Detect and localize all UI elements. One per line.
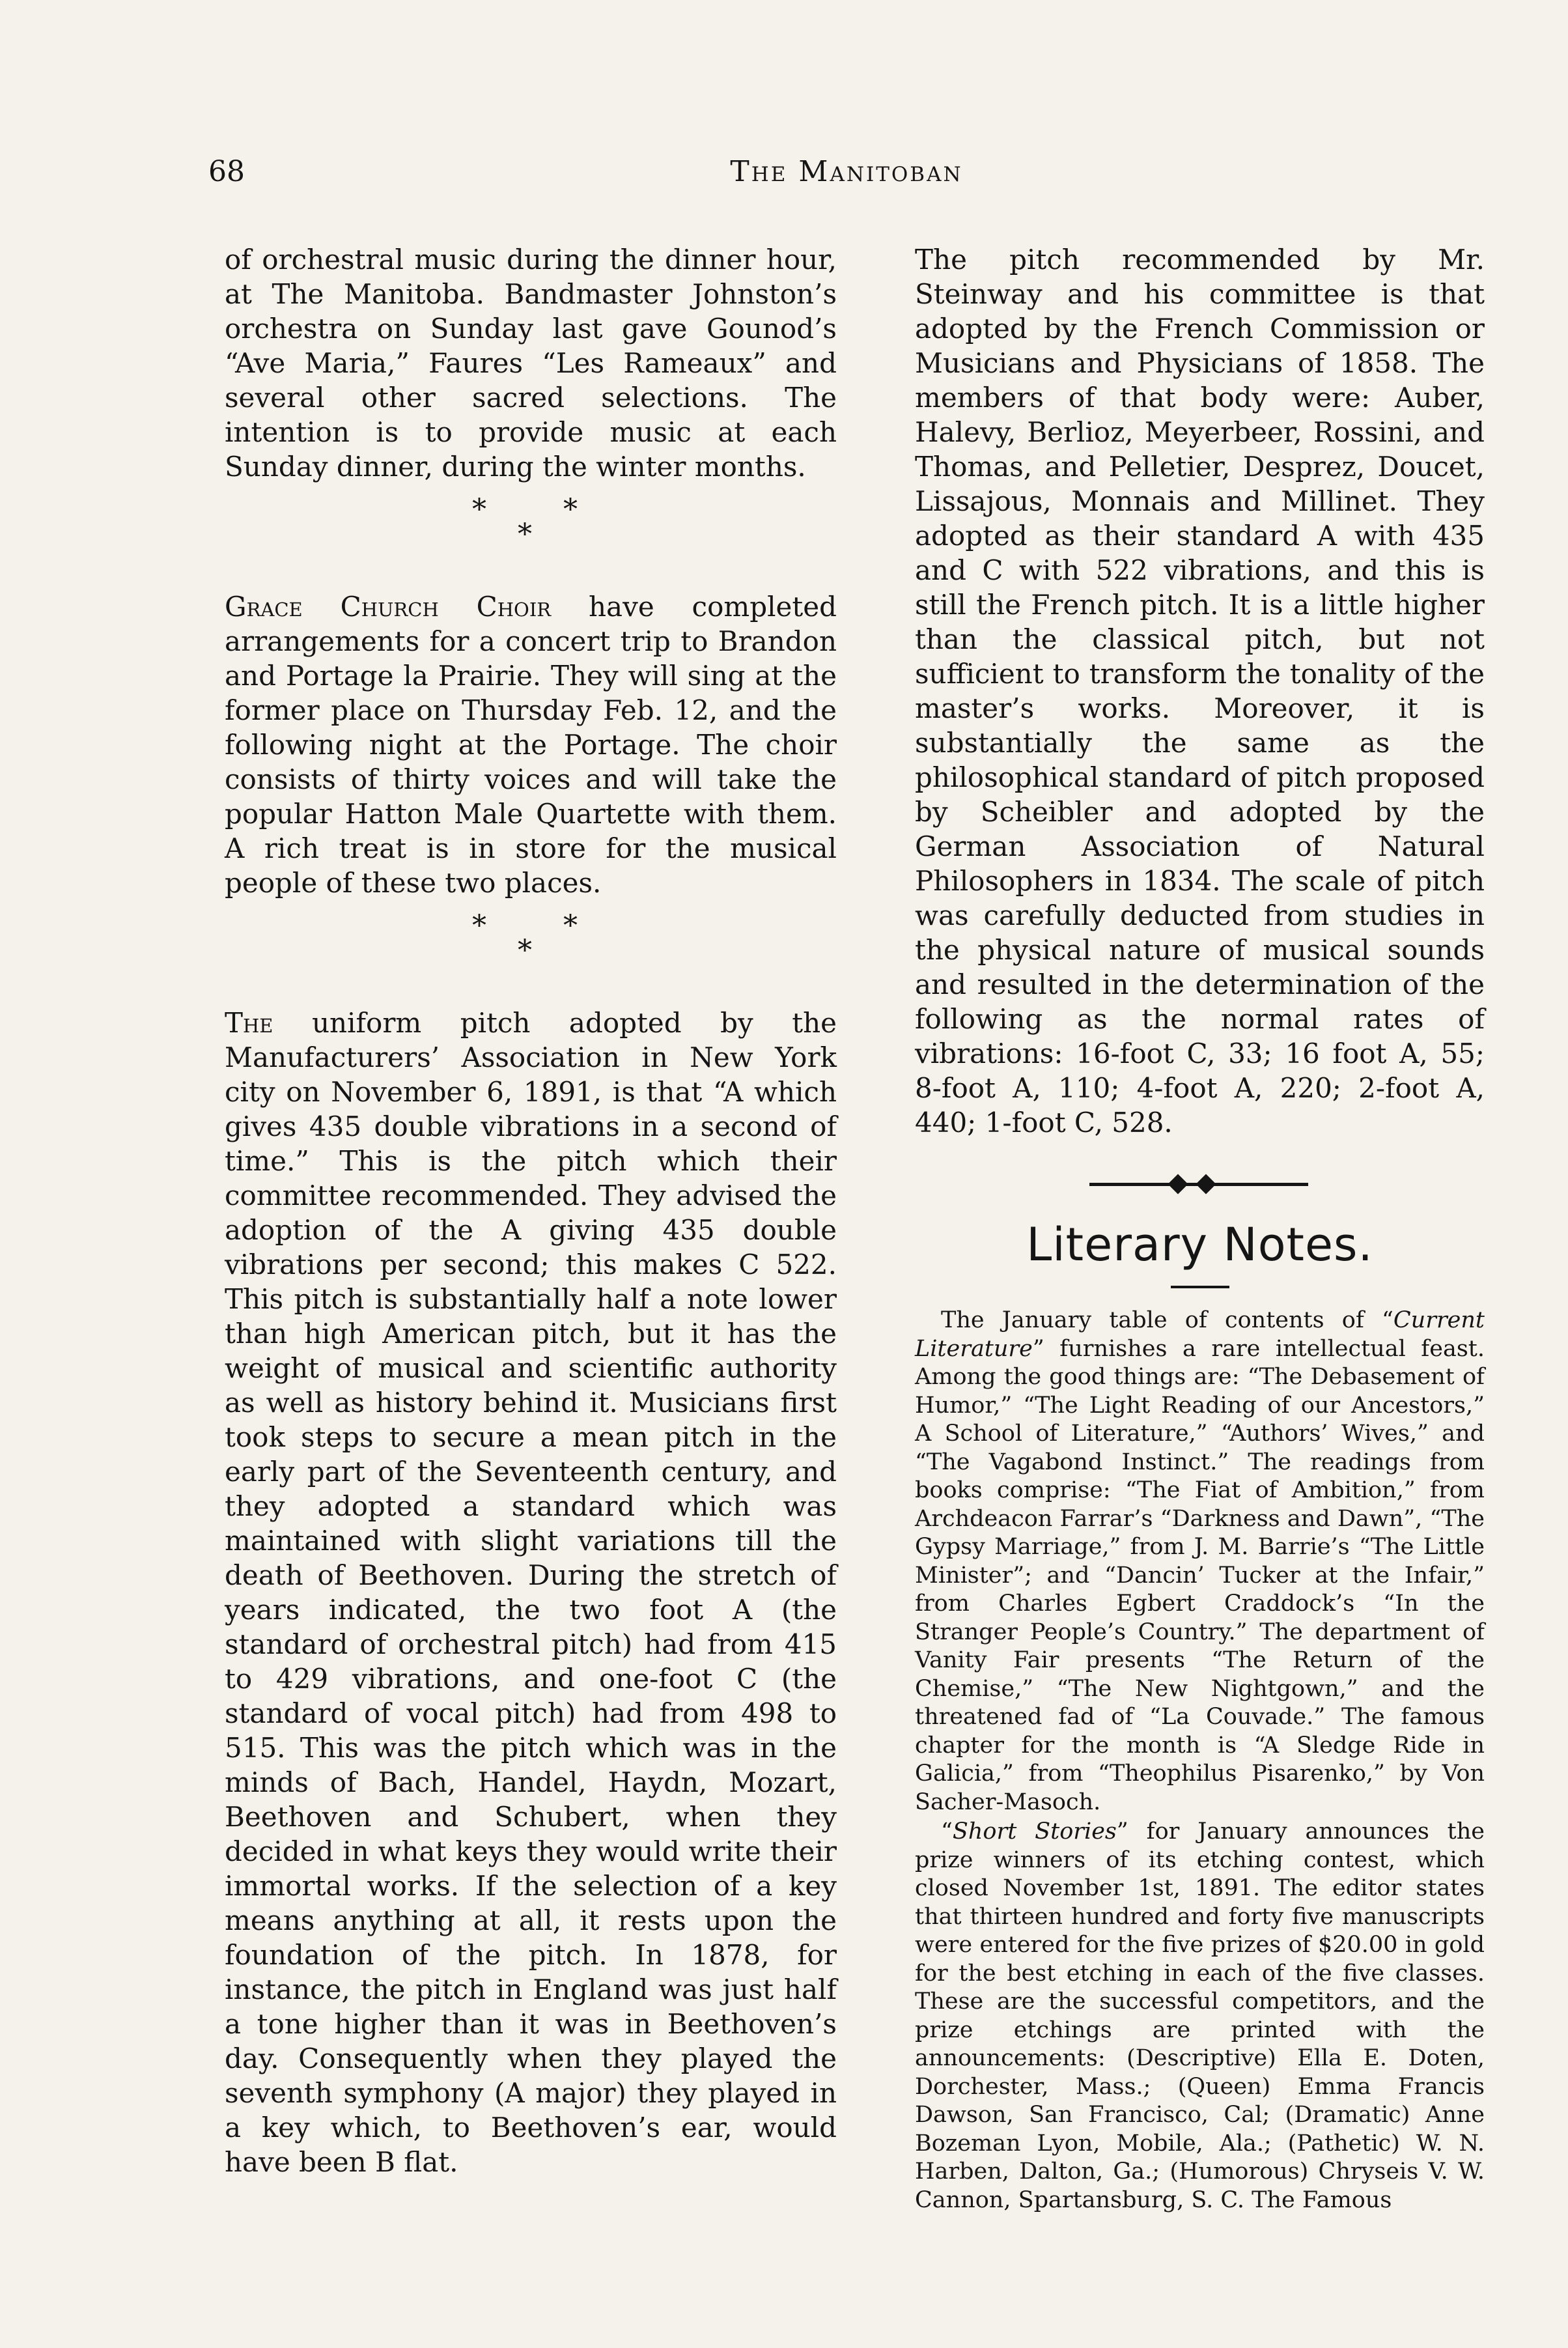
left-column bbox=[225, 242, 837, 2179]
paragraph-uniform-pitch bbox=[225, 1006, 837, 2179]
note-current-literature bbox=[915, 1307, 1485, 1817]
asterism-star: * bbox=[563, 493, 578, 526]
asterism-divider bbox=[225, 489, 837, 561]
right-column bbox=[915, 242, 1485, 2216]
paragraph-lead: Grace Church Choir bbox=[225, 591, 552, 623]
paragraph-lead: The bbox=[225, 1007, 273, 1039]
asterism-star: * bbox=[472, 909, 486, 942]
asterism-star: * bbox=[518, 934, 532, 967]
literary-notes bbox=[915, 1307, 1485, 2214]
asterism-divider bbox=[225, 905, 837, 977]
publication-title: Current Literature bbox=[915, 1307, 1485, 1362]
paragraph-grace-church-choir bbox=[225, 589, 837, 900]
ornamental-rule bbox=[915, 1159, 1485, 1208]
diamond-ornament-icon bbox=[1168, 1174, 1188, 1194]
paragraph-body: have completed arrangements for a concert trip to Brandon and Portage la Prairie. They will sing at the former place on Thursday Feb. 12, and the following night at the Portage. The choir consists of thirty voices and will take the popular Hatton Male Quartette with them. A rich treat is in store for the musical people of these two places. bbox=[225, 591, 837, 899]
asterism-star: * bbox=[518, 518, 532, 551]
note-text: ” furnishes a rare intellectual feast. Among the good things are: “The Debasement of Humor,” “The Light Reading of our Ancestors,” A School of Literature,” “Authors’ Wives,” and “The Vagabond Instinct.” The readings from books comprise: “The Fiat of Ambition,” from Archdeacon Farrar’s “Darkness and Dawn”, “The Gypsy Marriage,” from J. M. Barrie’s “The Little Minister”; and “Dancin’ Tucker at the Infair,” from Charles Egbert Craddock’s “In the Stranger People’s Country.” The department of Vanity Fair presents “The Return of the Chemise,” “The New Nightgown,” and the threatened fad of “La Couvade.” The famous chapter for the month is “A Sledge Ride in Galicia,” from “Theophilus Pisarenko,” by Von Sacher-Masoch. bbox=[915, 1335, 1485, 1815]
asterism-star: * bbox=[472, 493, 486, 526]
note-text: ” for January announces the prize winners of its etching contest, which closed November 1st, 1891. The editor states that thirteen hundred and forty five manuscripts were entered for the five prizes of $20.00 in gold for the best etching in each of the five classes. These are the successful competitors, and the prize etchings are printed with the announcements: (Descriptive) Ella E. Doten, Dorchester, Mass.; (Queen) Emma Francis Dawson, San Francisco, Cal; (Dramatic) Anne Bozeman Lyon, Mobile, Ala.; (Pathetic) W. N. Harben, Dalton, Ga.; (Humorous) Chryseis V. W. Cannon, Spartansburg, S. C. The Famous bbox=[915, 1818, 1485, 2213]
note-short-stories bbox=[915, 1818, 1485, 2214]
diamond-ornament-icon bbox=[1196, 1174, 1216, 1194]
note-text: “ bbox=[941, 1818, 953, 1845]
note-text: The January table of contents of “ bbox=[941, 1307, 1393, 1333]
paragraph-body: uniform pitch adopted by the Manufacturers’ Association in New York city on November 6, 1891, is that “A which gives 435 double vibrations in a second of time.” This is the pitch which their committee recommended. They advised the adoption of the A giving 435 double vibrations per second; this makes C 522. This pitch is substantially half a note lower than high American pitch, but it has the weight of musical and scientific authority as well as history behind it. Musicians first took steps to secure a mean pitch in the early part of the Seventeenth century, and they adopted a standard which was maintained with slight variations till the death of Beethoven. During the stretch of years indicated, the two foot A (the standard of orchestral pitch) had from 415 to 429 vibrations, and one-foot C (the standard of vocal pitch) had from 498 to 515. This was the pitch which was in the minds of Bach, Handel, Haydn, Mozart, Beethoven and Schubert, when they decided in what keys they would write their immortal works. If the selection of a key means anything at all, it rests upon the foundation of the pitch. In 1878, for instance, the pitch in England was just half a tone higher than it was in Beethoven’s day. Consequently when they played the seventh symphony (A major) they played in a key which, to Beethoven’s ear, would have been B flat. bbox=[225, 1007, 837, 2178]
page-number: 68 bbox=[208, 155, 245, 188]
short-rule bbox=[1171, 1286, 1229, 1288]
page-header bbox=[208, 155, 1485, 201]
asterism-star: * bbox=[563, 909, 578, 942]
paragraph-orchestral-music: of orchestral music during the dinner hour, at The Manitoba. Bandmaster Johnston’s orchestra on Sunday last gave Gounod’s “Ave Maria,” Faures “Les Rameaux” and several other sacred selections. The intention is to provide music at each Sunday dinner, during the winter months. bbox=[225, 244, 837, 483]
paragraph-steinway-pitch: The pitch recommended by Mr. Steinway and his committee is that adopted by the French Commission or Musicians and Physicians of 1858. The members of that body were: Auber, Halevy, Berlioz, Meyerbeer, Rossini, and Thomas, and Pelletier, Desprez, Doucet, Lissajous, Monnais and Millinet. They adopted as their standard A with 435 and C with 522 vibrations, and this is still the French pitch. It is a little higher than the classical pitch, but not sufficient to transform the tonality of the master’s works. Moreover, it is substantially the same as the philosophical standard of pitch proposed by Scheibler and adopted by the German Association of Natural Philosophers in 1834. The scale of pitch was carefully deducted from studies in the physical nature of musical sounds and resulted in the determination of the following as the normal rates of vibrations: 16-foot C, 33; 16 foot A, 55; 8-foot A, 110; 4-foot A, 220; 2-foot A, 440; 1-foot C, 528. bbox=[915, 244, 1485, 1139]
publication-title: Short Stories bbox=[952, 1818, 1117, 1845]
section-heading: Literary Notes. bbox=[1026, 1218, 1373, 1271]
running-title: The Manitoban bbox=[730, 155, 963, 188]
